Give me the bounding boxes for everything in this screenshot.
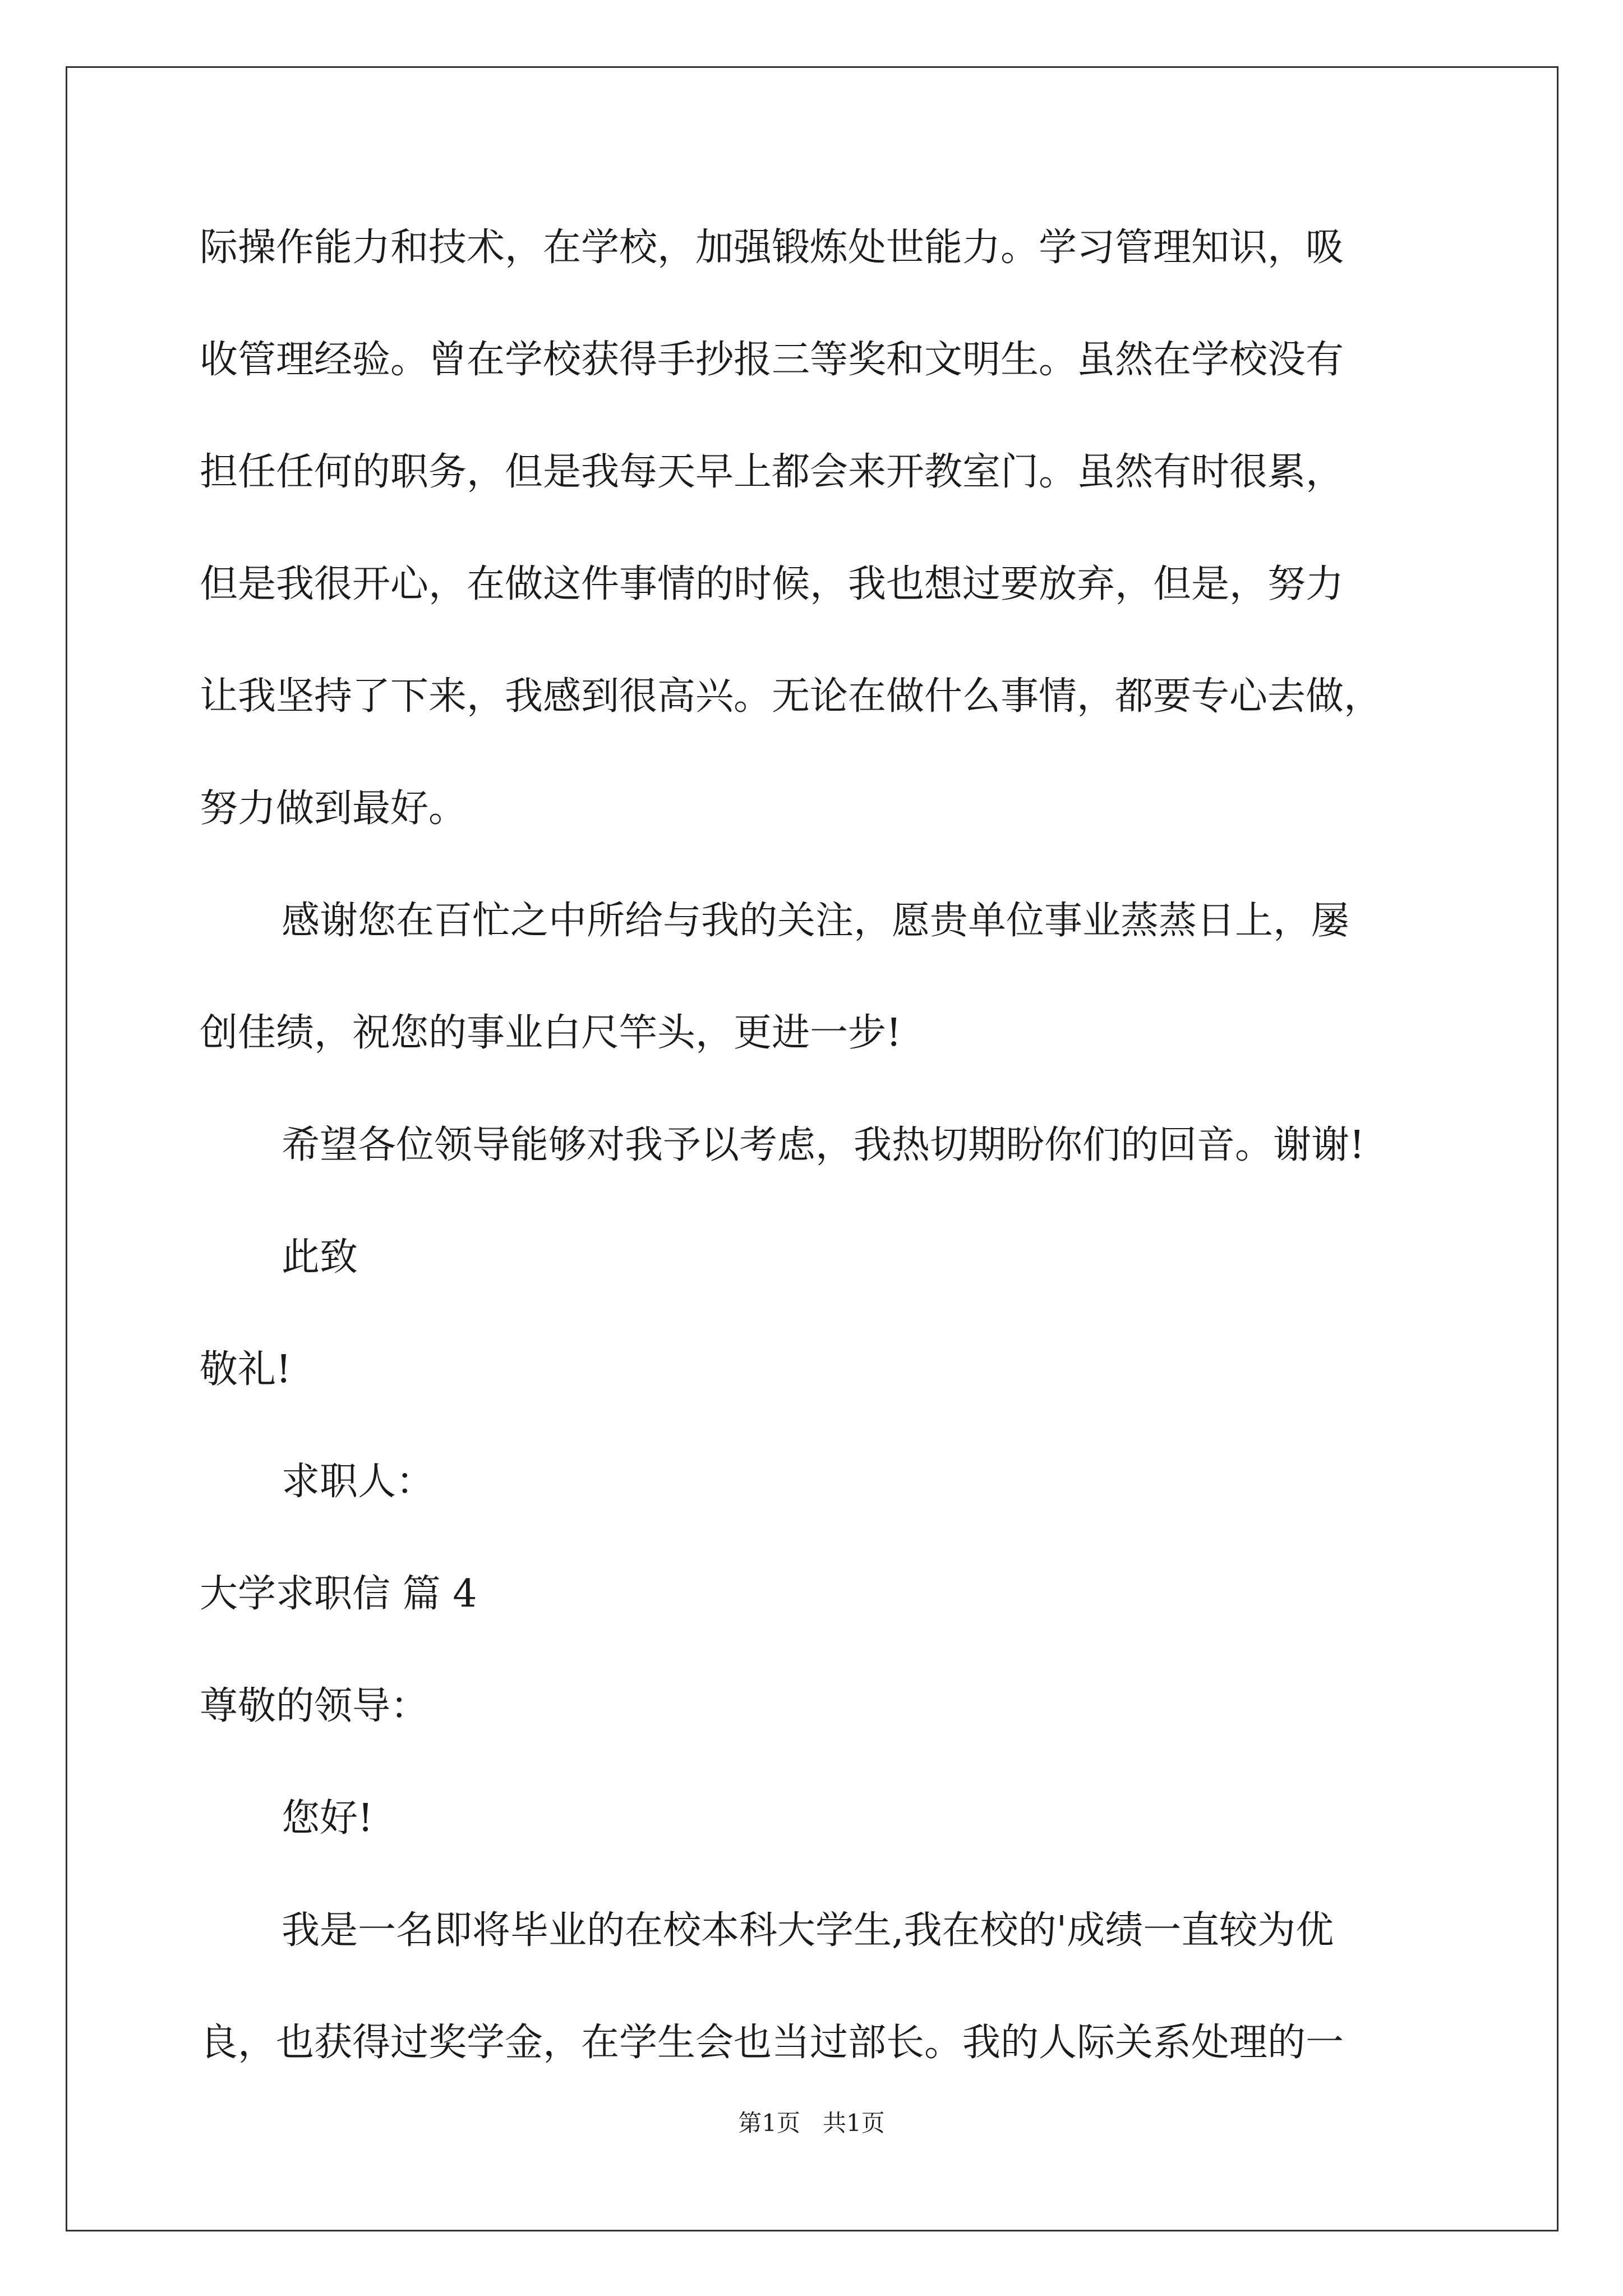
body-text-line: 但是我很开心，在做这件事情的时候，我也想过要放弃，但是，努力	[200, 562, 1344, 606]
body-text-line: 良，也获得过奖学金，在学生会也当过部长。我的人际关系处理的一	[200, 2021, 1344, 2065]
body-text-line: 际操作能力和技术，在学校，加强锻炼处世能力。学习管理知识，吸	[200, 226, 1344, 270]
letter-hello: 您好!	[282, 1796, 374, 1841]
page-footer	[0, 2109, 1623, 2137]
closing-regards: 敬礼!	[200, 1347, 292, 1392]
body-text-line: 希望各位领导能够对我予以考虑，我热切期盼你们的回音。谢谢!	[282, 1123, 1365, 1167]
page-total: 共1页	[823, 2109, 885, 2137]
body-text-line: 努力做到最好。	[200, 786, 467, 831]
letter-greeting: 尊敬的领导：	[200, 1684, 429, 1728]
applicant-signature-label: 求职人：	[282, 1460, 435, 1504]
body-text-line: 我是一名即将毕业的在校本科大学生,我在校的'成绩一直较为优	[282, 1908, 1334, 1953]
section-heading: 大学求职信 篇 4	[200, 1572, 477, 1616]
body-text-line: 创佳绩，祝您的事业白尺竿头，更进一步!	[200, 1011, 902, 1055]
page-number: 第1页	[738, 2109, 800, 2137]
body-text-line: 感谢您在百忙之中所给与我的关注，愿贵单位事业蒸蒸日上，屡	[282, 899, 1350, 943]
closing-salutation: 此致	[282, 1235, 358, 1280]
body-text-line: 收管理经验。曾在学校获得手抄报三等奖和文明生。虽然在学校没有	[200, 338, 1344, 382]
body-text-line: 让我坚持了下来，我感到很高兴。无论在做什么事情，都要专心去做，	[200, 674, 1382, 719]
body-text-line: 担任任何的职务，但是我每天早上都会来开教室门。虽然有时很累，	[200, 450, 1344, 494]
